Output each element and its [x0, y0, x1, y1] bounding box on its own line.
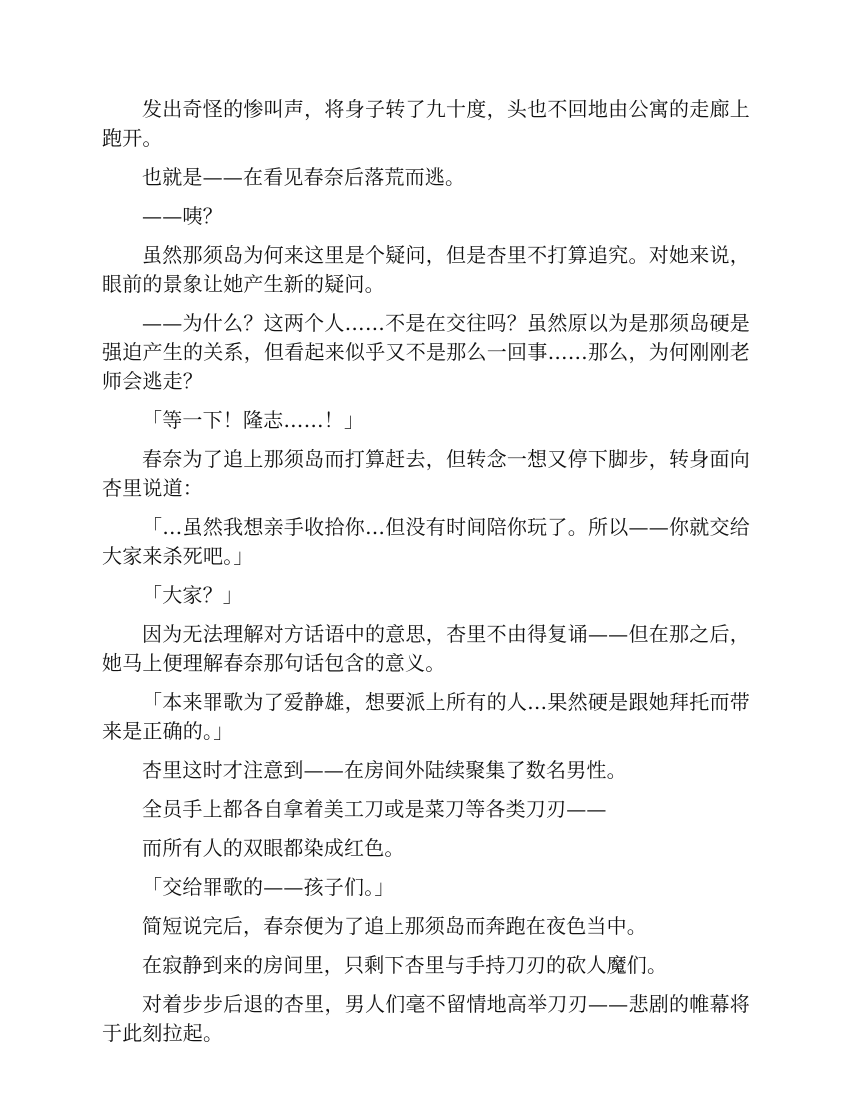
paragraph: 发出奇怪的惨叫声，将身子转了九十度，头也不回地由公寓的走廊上跑开。 — [102, 97, 750, 150]
paragraph: 杏里这时才注意到——在房间外陆续聚集了数名男性。 — [142, 758, 627, 782]
paragraph: 因为无法理解对方话语中的意思，杏里不由得复诵——但在那之后，她马上便理解春奈那句话包含的意义。 — [102, 622, 750, 675]
paragraph: 对着步步后退的杏里，男人们毫不留情地高举刀刃——悲剧的帷幕将于此刻拉起。 — [102, 992, 750, 1045]
paragraph: ——为什么？这两个人……不是在交往吗？虽然原以为是那须岛硬是强迫产生的关系，但看起来似乎又不是那么一回事……那么，为何刚刚老师会逃走？ — [102, 311, 750, 393]
paragraph: 简短说完后，春奈便为了追上那须岛而奔跑在夜色当中。 — [142, 914, 647, 938]
document-page — [102, 95, 750, 1058]
dialogue-line: 「本来罪歌为了爱静雄，想要派上所有的人…果然硬是跟她拜托而带来是正确的。」 — [102, 690, 750, 743]
dialogue-line: 「等一下！隆志……！」 — [142, 408, 365, 432]
paragraph: 虽然那须岛为何来这里是个疑问，但是杏里不打算追究。对她来说，眼前的景象让她产生新的疑问。 — [102, 243, 750, 296]
paragraph: 全员手上都各自拿着美工刀或是菜刀等各类刀刃—— — [142, 797, 607, 821]
paragraph: ——咦？ — [142, 204, 223, 228]
paragraph: 而所有人的双眼都染成红色。 — [142, 836, 405, 860]
paragraph: 春奈为了追上那须岛而打算赶去，但转念一想又停下脚步，转身面向杏里说道： — [102, 447, 750, 500]
paragraph: 在寂静到来的房间里，只剩下杏里与手持刀刃的砍人魔们。 — [142, 953, 668, 977]
paragraph: 也就是——在看见春奈后落荒而逃。 — [142, 165, 466, 189]
dialogue-line: 「大家？」 — [142, 583, 243, 607]
dialogue-line: 「交给罪歌的——孩子们。」 — [142, 875, 395, 899]
dialogue-line: 「…虽然我想亲手收拾你…但没有时间陪你玩了。所以——你就交给大家来杀死吧。」 — [102, 515, 750, 568]
